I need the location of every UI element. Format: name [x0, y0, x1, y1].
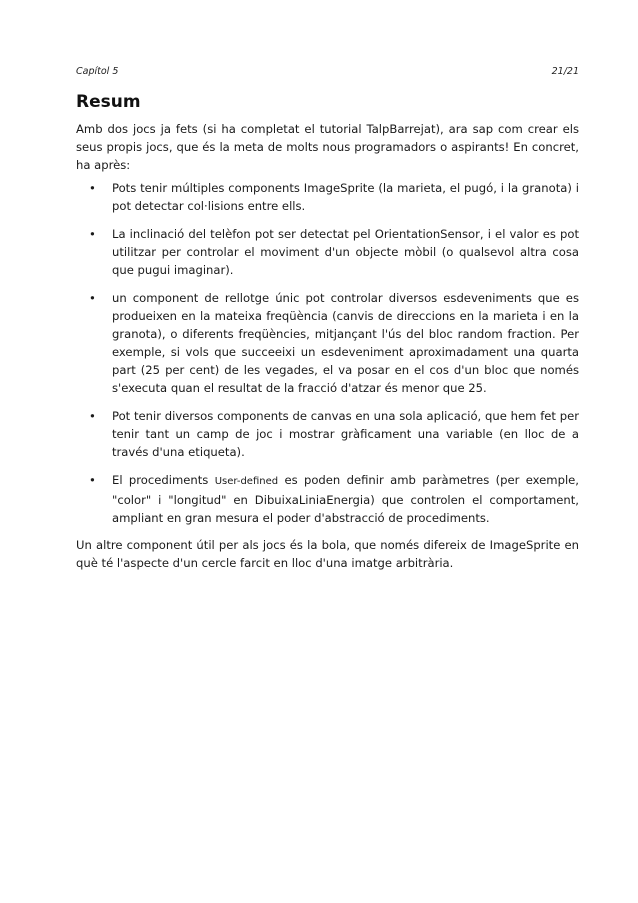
- bullet-icon: •: [89, 227, 96, 241]
- closing-paragraph: Un altre component útil per als jocs és la bola, que només difereix de ImageSprite en què té l'aspecte d'un cercle farcit en lloc d'una imatge arbitrària.: [76, 538, 579, 570]
- list-item-text: Pots tenir múltiples components ImageSprite (la marieta, el pugó, i la granota) i pot detectar col·lisions entre ells.: [112, 181, 579, 213]
- bullet-icon: •: [89, 291, 96, 305]
- list-item-text: La inclinació del telèfon pot ser detectat pel OrientationSensor, i el valor es pot utilitzar per controlar el moviment d'un objecte mòbil (o qualsevol altra cosa que pugui imaginar).: [112, 227, 579, 277]
- list-item-text: un component de rellotge únic pot controlar diversos esdeveniments que es produeixen en la mateixa freqüència (canvis de direccions en la marieta i en la granota), o diferents freqüències, mitjançant l'ús del bloc random fraction. Per exemple, si vols que succeeixi un esdeveniment aproximadament una quarta part (25 per cent) de les vegades, el va posar en el cos d'un bloc que només s'executa quan el resultat de la fracció d'atzar és menor que 25.: [112, 291, 579, 395]
- chapter-label: Capítol 5: [76, 66, 119, 77]
- list-item-text-before: El procediments: [112, 473, 215, 487]
- running-header: [76, 66, 579, 80]
- bullet-icon: •: [89, 409, 96, 423]
- list-item: [76, 225, 579, 279]
- summary-list: [76, 179, 579, 527]
- bullet-icon: •: [89, 181, 96, 195]
- page-number: 21/21: [551, 66, 579, 77]
- section-title: Resum: [76, 92, 141, 112]
- user-defined-term: User-defined: [214, 476, 279, 487]
- list-item-text: [112, 473, 579, 525]
- list-item-text-after: es poden definir amb paràmetres (per exemple, "color" i "longitud" en DibuixaLiniaEnergia) que controlen el comportament, ampliant en gran mesura el poder d'abstracció de procediments.: [112, 473, 579, 525]
- list-item-text: Pot tenir diversos components de canvas en una sola aplicació, que hem fet per tenir tant un camp de joc i mostrar gràficament una variable (en lloc de a través d'una etiqueta).: [112, 409, 579, 459]
- intro-paragraph: Amb dos jocs ja fets (si ha completat el tutorial TalpBarrejat), ara sap com crear els seus propis jocs, que és la meta de molts nous programadors o aspirants! En concret, ha après:: [76, 122, 579, 172]
- list-item: [76, 407, 579, 461]
- list-item: [76, 289, 579, 397]
- bullet-icon: •: [89, 473, 96, 487]
- body-text: [76, 120, 579, 572]
- list-item: [76, 471, 579, 527]
- list-item: [76, 179, 579, 215]
